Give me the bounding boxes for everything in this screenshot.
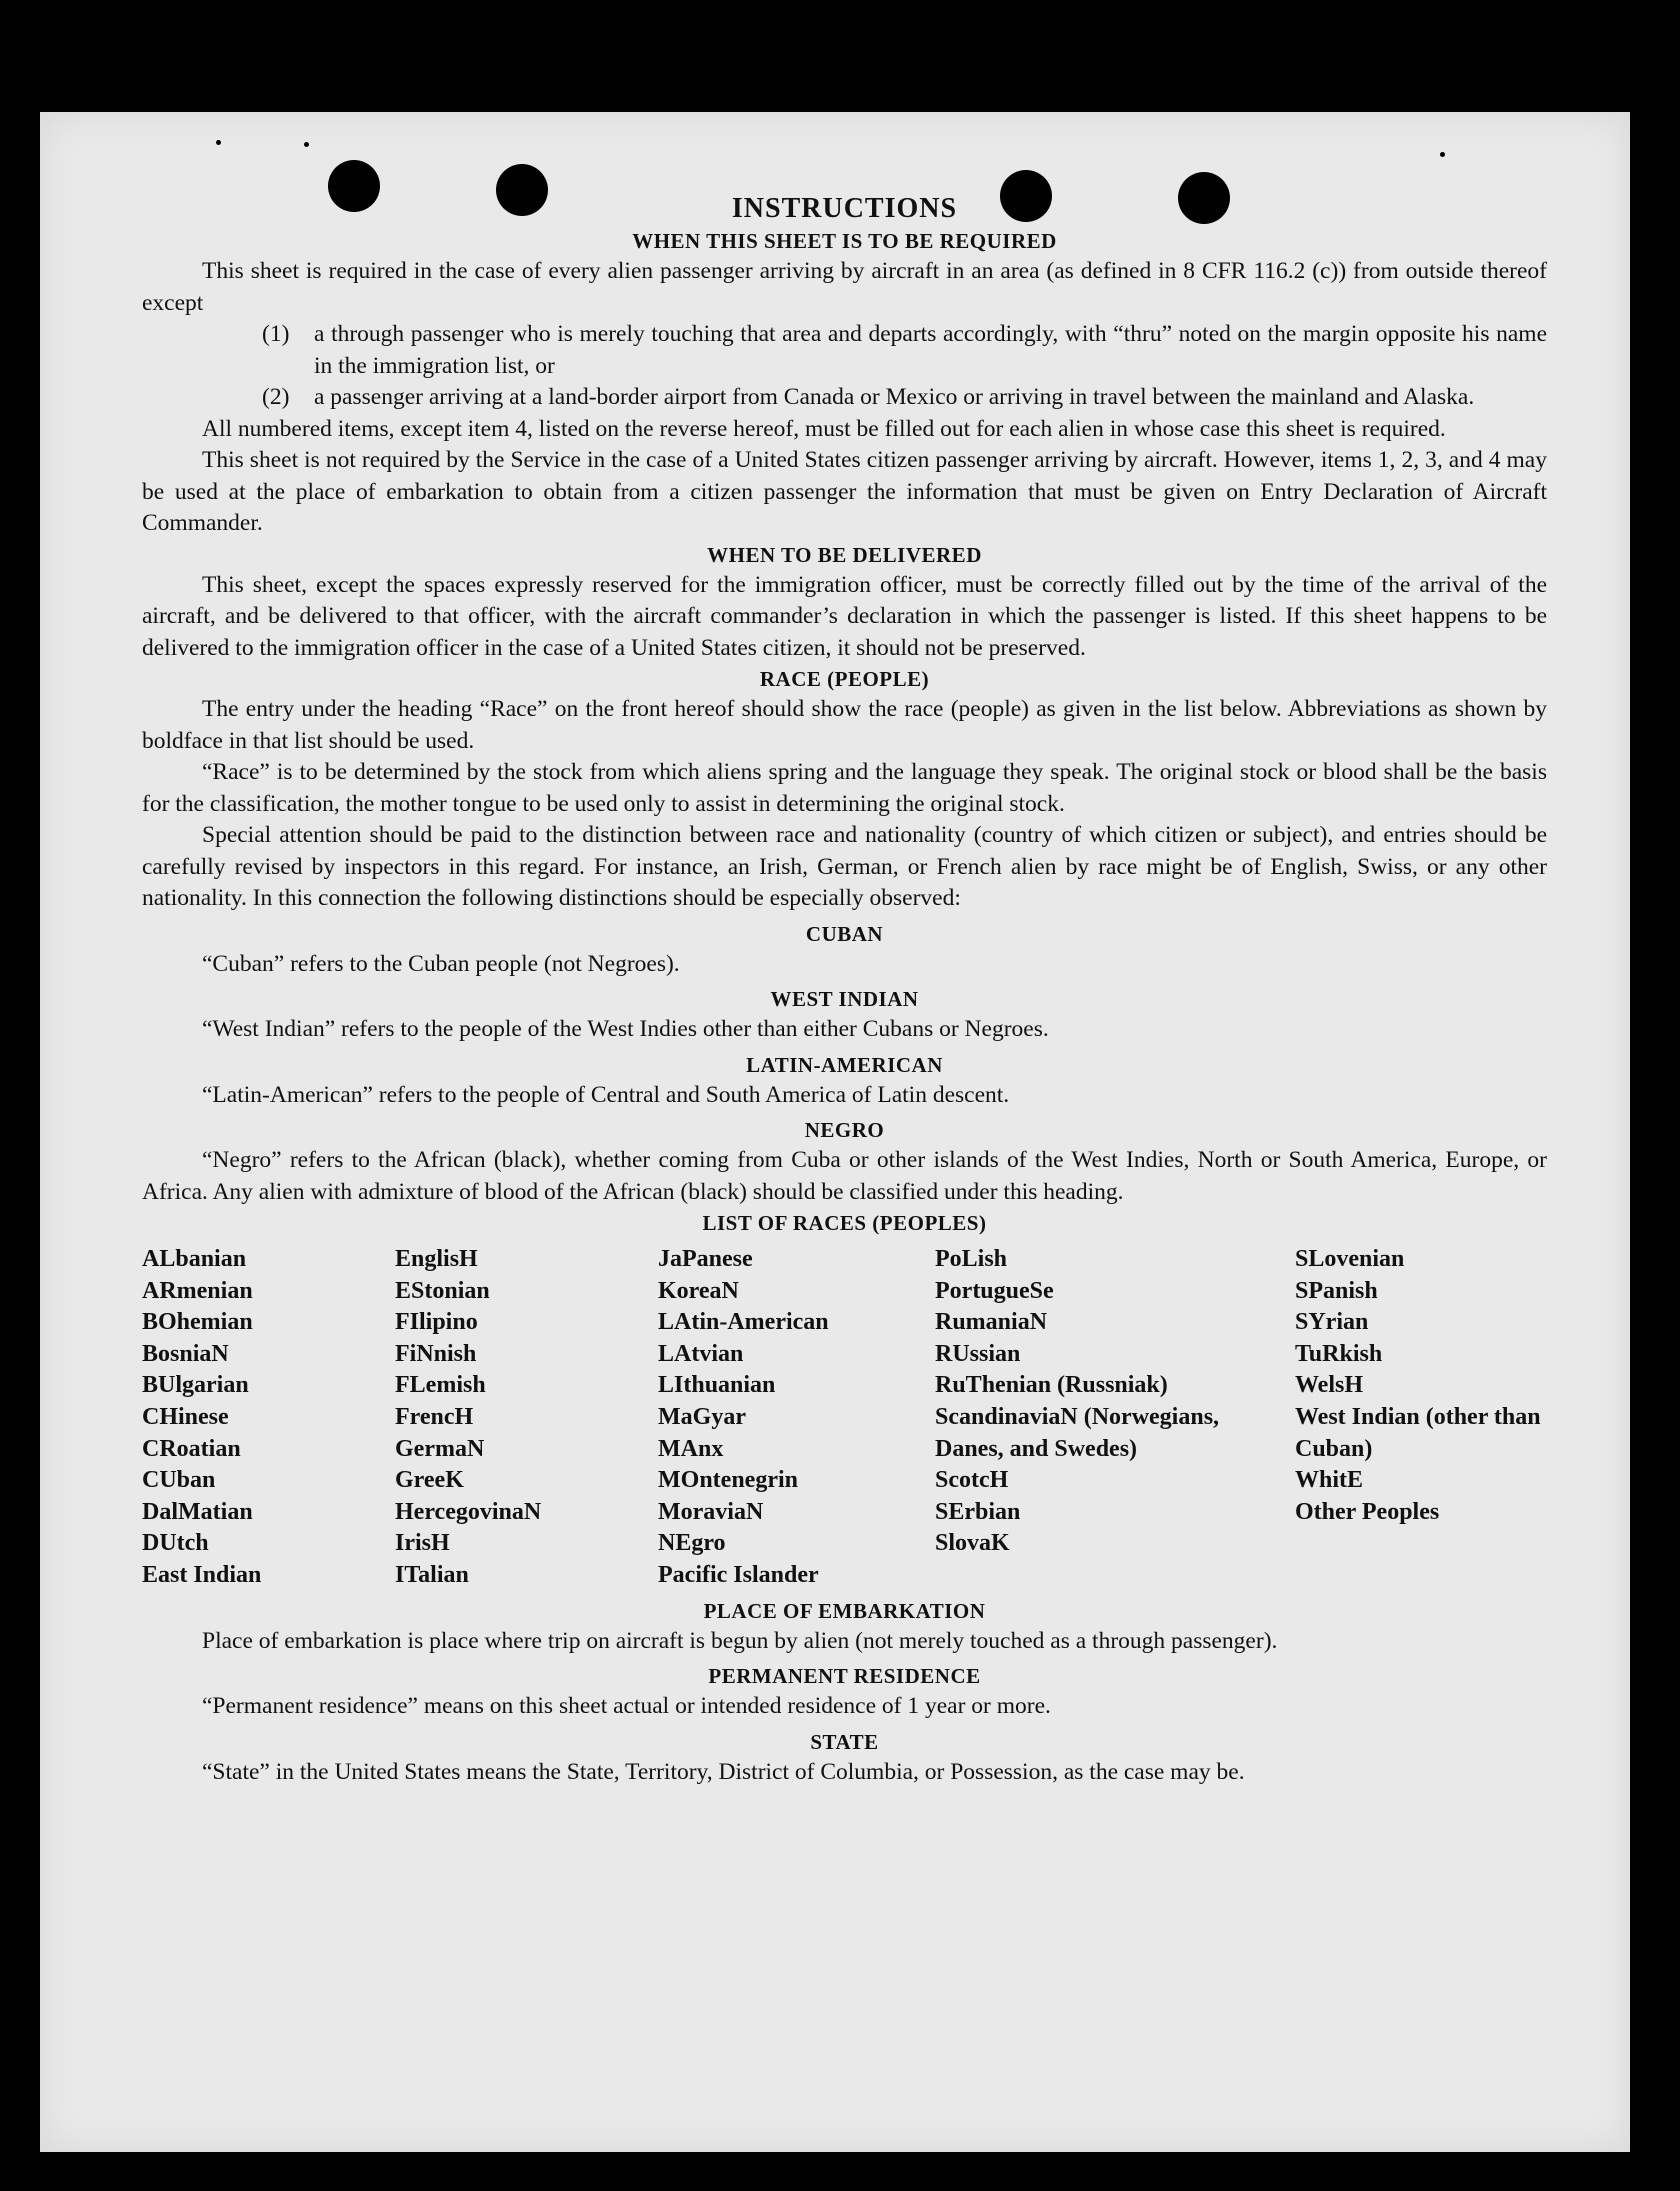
race-item: PortugueSe: [935, 1277, 1054, 1304]
list-item: [262, 319, 1547, 382]
paragraph: Special attention should be paid to the distinction between race and nationality (country of which citizen or subject), and entries should be carefully revised by inspectors in this regard. For instance, an Irish, German, or French alien by race might be of English, Swiss, or any other nationality. In this connection the following distinctions should be especially observed:: [142, 822, 1547, 911]
race-item: Pacific Islander: [658, 1561, 819, 1588]
race-item: West Indian (other than Cuban): [1295, 1403, 1541, 1462]
race-item: CRoatian: [142, 1435, 241, 1462]
race-item: PoLish: [935, 1246, 1008, 1272]
race-item: RUssian: [935, 1340, 1021, 1367]
race-item: SPanish: [1295, 1277, 1378, 1304]
race-item: ScandinaviaN (Norwegians, Danes, and Swedes): [935, 1403, 1220, 1462]
paragraph: “Race” is to be determined by the stock from which aliens spring and the language they speak. The original stock or blood shall be the basis for the classification, the mother tongue to be used only to assist in determining the original stock.: [142, 759, 1547, 817]
races-column: [658, 1244, 935, 1592]
race-item: LAtvian: [658, 1340, 744, 1367]
race-item: RumaniaN: [935, 1309, 1048, 1336]
list-text: a passenger arriving at a land-border airport from Canada or Mexico or arriving in travel between the mainland and Alaska.: [314, 384, 1475, 410]
races-column: [935, 1244, 1295, 1592]
section-heading-cuban: CUBAN: [805, 921, 884, 946]
race-item: SErbian: [935, 1498, 1021, 1525]
paragraph: “Cuban” refers to the Cuban people (not Negroes).: [202, 950, 680, 977]
race-item: FiNnish: [395, 1340, 477, 1367]
race-item: East Indian: [142, 1561, 262, 1588]
paragraph: All numbered items, except item 4, listed on the reverse hereof, must be filled out for each alien in whose case this sheet is required.: [202, 415, 1446, 442]
race-item: SLovenian: [1295, 1246, 1405, 1272]
paragraph: This sheet is not required by the Service in the case of a United States citizen passenger arriving by aircraft. However, items 1, 2, 3, and 4 may be used at the place of embarkation to obtain from a citizen passenger the information that must be given on Entry Declaration of Aircraft Commander.: [142, 447, 1547, 536]
race-item: IrisH: [395, 1530, 450, 1557]
race-item: FLemish: [395, 1372, 486, 1399]
race-item: ScotcH: [935, 1467, 1009, 1494]
race-item: DUtch: [142, 1530, 209, 1557]
list-number: (1): [262, 321, 290, 347]
race-item: ARmenian: [142, 1277, 253, 1304]
race-item: EStonian: [395, 1277, 490, 1304]
section-heading-state: STATE: [810, 1729, 879, 1754]
race-item: MoraviaN: [658, 1498, 764, 1525]
paragraph: This sheet, except the spaces expressly reserved for the immigration officer, must be correctly filled out by the time of the arrival of the aircraft, and be delivered to that officer, with the aircraft commander’s declaration in which the passenger is listed. If this sheet happens to be delivered to the immigration officer in the case of a United States citizen, it should not be preserved.: [142, 571, 1547, 661]
race-item: ITalian: [395, 1561, 469, 1588]
race-item: MOntenegrin: [658, 1467, 798, 1494]
race-item: CUban: [142, 1467, 216, 1494]
race-item: CHinese: [142, 1403, 229, 1430]
race-item: JaPanese: [658, 1246, 753, 1272]
race-item: HercegovinaN: [395, 1498, 542, 1525]
race-item: SYrian: [1295, 1309, 1369, 1336]
section-heading-residence: PERMANENT RESIDENCE: [708, 1664, 981, 1689]
race-item: GreeK: [395, 1467, 464, 1494]
race-item: DalMatian: [142, 1498, 253, 1525]
races-column: [1295, 1244, 1547, 1592]
race-item: WhitE: [1295, 1467, 1364, 1494]
paragraph: Place of embarkation is place where trip on aircraft is begun by alien (not merely touched as a through passenger).: [202, 1627, 1278, 1654]
race-item: MaGyar: [658, 1403, 746, 1430]
races-column: [142, 1244, 395, 1592]
page-title: INSTRUCTIONS: [731, 193, 958, 224]
paper-speck: [304, 142, 309, 147]
race-item: LAtin-American: [658, 1309, 829, 1336]
paper-speck: [216, 140, 221, 145]
race-item: MAnx: [658, 1435, 724, 1462]
section-heading-negro: NEGRO: [804, 1118, 885, 1142]
list-number: (2): [262, 384, 290, 410]
race-item: LIthuanian: [658, 1372, 776, 1399]
race-item: TuRkish: [1295, 1340, 1383, 1367]
section-heading-when-delivered: WHEN TO BE DELIVERED: [707, 542, 982, 567]
paragraph: “Latin-American” refers to the people of Central and South America of Latin descent.: [202, 1081, 1010, 1108]
instructions-body: [142, 192, 1547, 1788]
list-item: [262, 382, 1547, 414]
list-text: a through passenger who is merely touching that area and departs accordingly, with “thru” noted on the margin opposite his name in the immigration list, or: [314, 321, 1547, 379]
section-heading-when-required: WHEN THIS SHEET IS TO BE REQUIRED: [632, 229, 1057, 253]
race-item: ALbanian: [142, 1246, 247, 1272]
paragraph: This sheet is required in the case of every alien passenger arriving by aircraft in an area (as defined in 8 CFR 116.2 (c)) from outside thereof except: [142, 258, 1547, 316]
section-heading-race: RACE (PEOPLE): [759, 667, 930, 691]
race-item: FrencH: [395, 1403, 474, 1430]
races-table: [142, 1244, 1547, 1592]
races-column: [395, 1244, 658, 1592]
section-heading-latin-american: LATIN-AMERICAN: [746, 1052, 943, 1077]
race-item: BOhemian: [142, 1309, 253, 1336]
race-item: FIlipino: [395, 1309, 478, 1336]
paper-speck: [1440, 152, 1445, 157]
race-item: BosniaN: [142, 1340, 229, 1367]
paragraph: “Permanent residence” means on this sheet actual or intended residence of 1 year or more.: [202, 1693, 1051, 1720]
race-item: EnglisH: [395, 1246, 478, 1272]
section-heading-list-of-races: LIST OF RACES (PEOPLES): [702, 1211, 987, 1235]
paragraph: The entry under the heading “Race” on the front hereof should show the race (people) as given in the list below. Abbreviations as shown by boldface in that list should be used.: [142, 696, 1547, 754]
race-item: NEgro: [658, 1530, 726, 1557]
race-item: WelsH: [1295, 1372, 1364, 1399]
race-item: SlovaK: [935, 1530, 1010, 1557]
section-heading-west-indian: WEST INDIAN: [770, 987, 919, 1011]
paragraph: “Negro” refers to the African (black), whether coming from Cuba or other islands of the West Indies, North or South America, Europe, or Africa. Any alien with admixture of blood of the African (black) should be classified under this heading.: [142, 1147, 1547, 1205]
section-heading-embarkation: PLACE OF EMBARKATION: [703, 1598, 986, 1623]
paragraph: “West Indian” refers to the people of the West Indies other than either Cubans or Negroes.: [202, 1016, 1049, 1042]
document-sheet: [40, 112, 1630, 2152]
race-item: RuThenian (Russniak): [935, 1372, 1168, 1399]
paragraph: “State” in the United States means the State, Territory, District of Columbia, or Possession, as the case may be.: [202, 1758, 1245, 1785]
race-item: Other Peoples: [1295, 1498, 1440, 1525]
race-item: KoreaN: [658, 1277, 739, 1304]
race-item: GermaN: [395, 1435, 485, 1462]
race-item: BUlgarian: [142, 1372, 249, 1399]
